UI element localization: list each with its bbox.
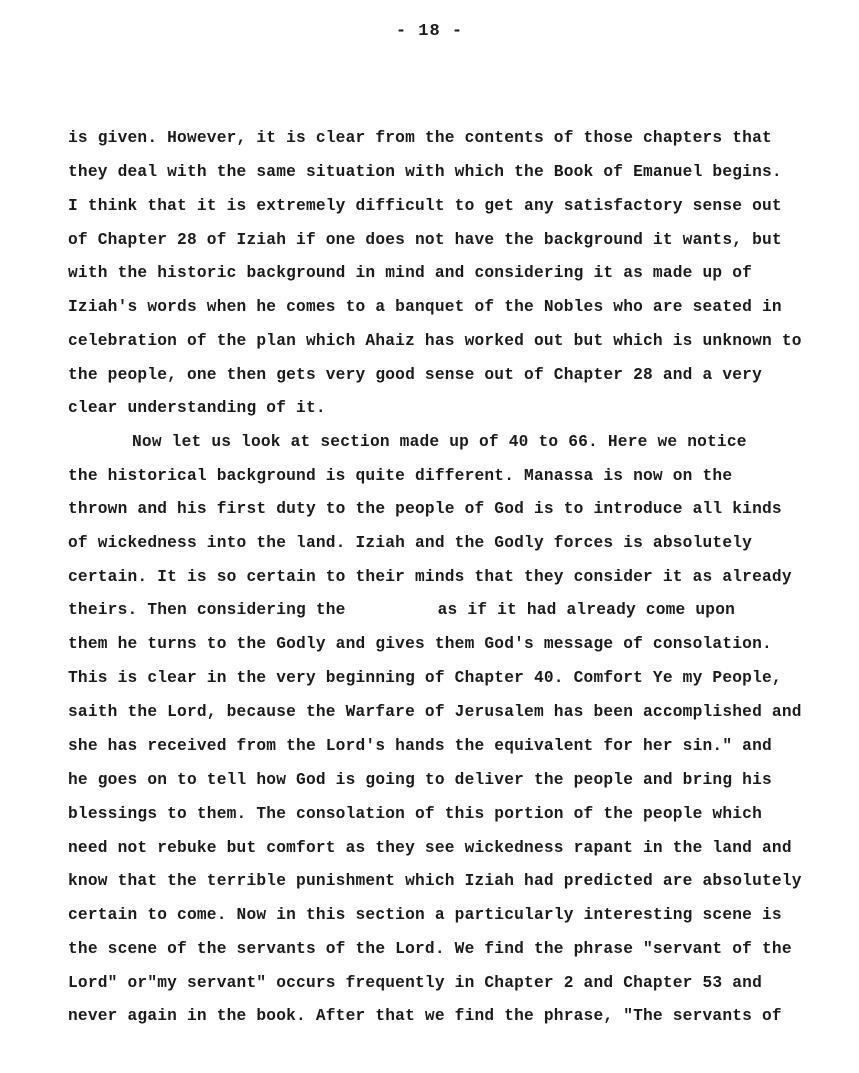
text-line-17: This is clear in the very beginning of Chapter 40. Comfort Ye my People, bbox=[68, 669, 782, 687]
text-line-15-part-1: theirs. Then considering the bbox=[68, 601, 346, 619]
text-line-22: need not rebuke but comfort as they see wickedness rapant in the land and bbox=[68, 839, 792, 857]
text-line-24: certain to come. Now in this section a particularly interesting scene is bbox=[68, 906, 782, 924]
text-line-8: the people, one then gets very good sense out of Chapter 28 and a very bbox=[68, 366, 762, 384]
text-line-15-part-2: as if it had already come upon bbox=[437, 601, 736, 619]
text-line-26: Lord" or"my servant" occurs frequently in Chapter 2 and Chapter 53 and bbox=[68, 974, 762, 992]
text-line-16: them he turns to the Godly and gives them God's message of consolation. bbox=[68, 635, 772, 653]
text-line-10: Now let us look at section made up of 40 to 66. Here we notice bbox=[132, 433, 747, 451]
text-line-23: know that the terrible punishment which Iziah had predicted are absolutely bbox=[68, 872, 802, 890]
text-line-14: certain. It is so certain to their minds that they consider it as already bbox=[68, 568, 792, 586]
text-line-19: she has received from the Lord's hands the equivalent for her sin." and bbox=[68, 737, 772, 755]
text-line-11: the historical background is quite different. Manassa is now on the bbox=[68, 467, 733, 485]
text-line-13: of wickedness into the land. Iziah and the Godly forces is absolutely bbox=[68, 534, 753, 552]
text-line-25: the scene of the servants of the Lord. We find the phrase "servant of the bbox=[68, 940, 792, 958]
text-line-15 bbox=[68, 600, 735, 620]
text-line-18: saith the Lord, because the Warfare of Jerusalem has been accomplished and bbox=[68, 703, 802, 721]
page-number: - 18 - bbox=[395, 22, 464, 41]
text-line-9: clear understanding of it. bbox=[68, 399, 326, 417]
text-line-3: I think that it is extremely difficult to get any satisfactory sense out bbox=[68, 197, 782, 215]
text-line-20: he goes on to tell how God is going to deliver the people and bring his bbox=[68, 771, 772, 789]
text-line-1: is given. However, it is clear from the contents of those chapters that bbox=[68, 129, 772, 147]
text-line-27: never again in the book. After that we find the phrase, "The servants of bbox=[68, 1007, 782, 1025]
text-line-5: with the historic background in mind and considering it as made up of bbox=[68, 264, 753, 282]
text-line-21: blessings to them. The consolation of this portion of the people which bbox=[68, 805, 762, 823]
text-line-4: of Chapter 28 of Iziah if one does not have the background it wants, but bbox=[68, 231, 782, 249]
text-line-6: Iziah's words when he comes to a banquet of the Nobles who are seated in bbox=[68, 298, 782, 316]
text-line-7: celebration of the plan which Ahaiz has worked out but which is unknown to bbox=[68, 332, 802, 350]
text-line-12: thrown and his first duty to the people of God is to introduce all kinds bbox=[68, 500, 782, 518]
text-line-2: they deal with the same situation with which the Book of Emanuel begins. bbox=[68, 163, 782, 181]
